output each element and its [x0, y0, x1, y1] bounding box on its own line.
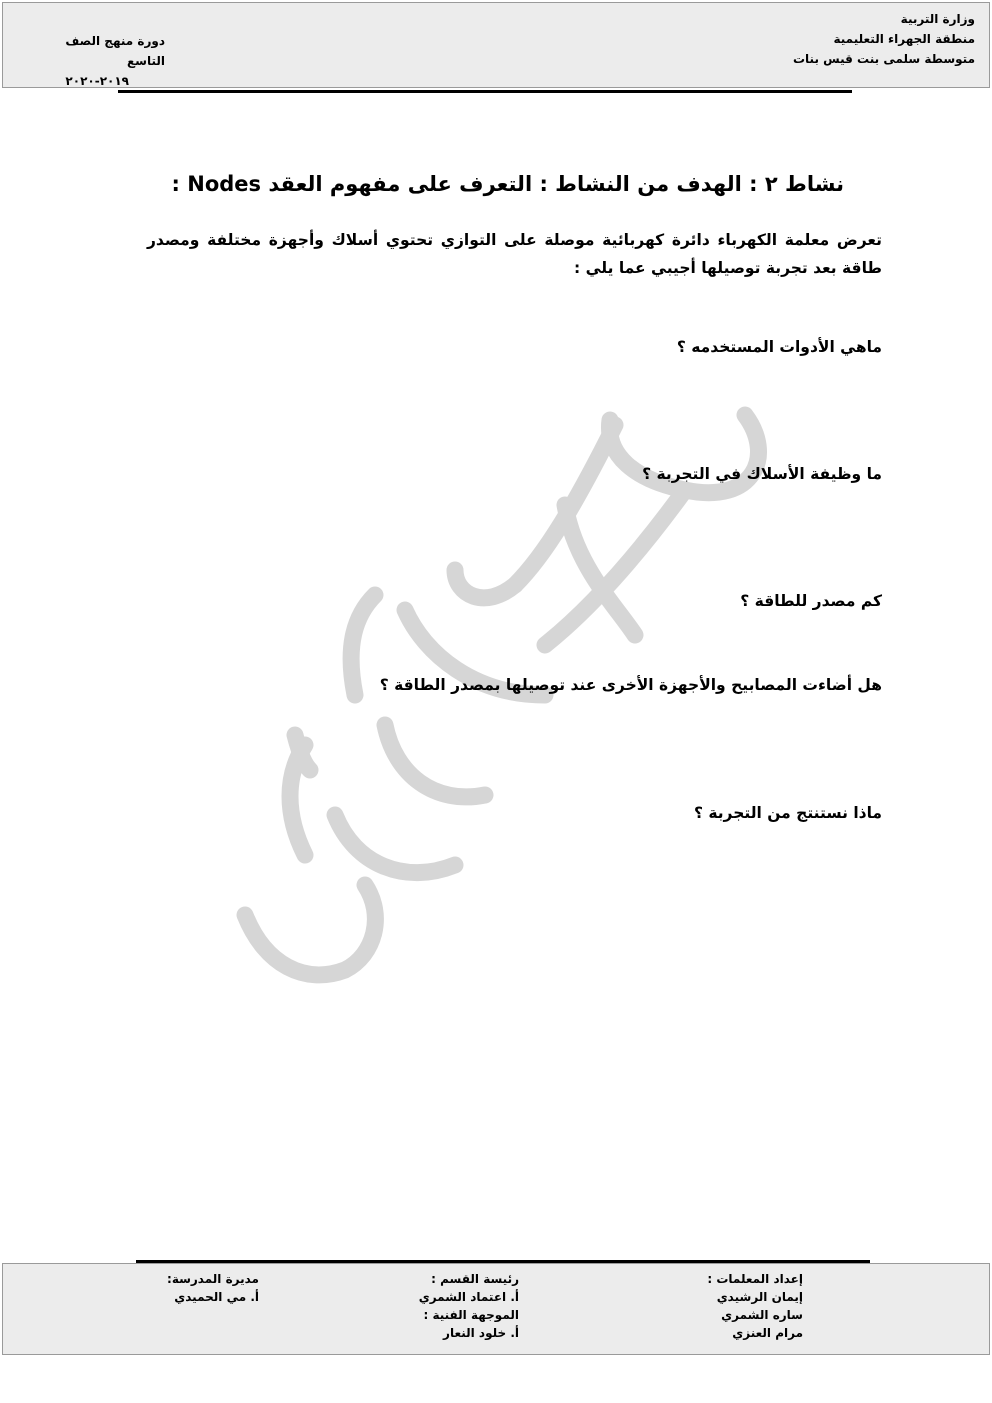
watermark-calligraphy — [215, 395, 795, 1005]
page-header — [2, 2, 990, 88]
prepared-label: إعداد المعلمات : — [707, 1272, 803, 1286]
supervisor-label: الموجهة الفنية : — [423, 1308, 519, 1322]
teacher-name: مرام العنزي — [732, 1326, 803, 1340]
course-name: دورة منهج الصف التاسع — [65, 34, 165, 68]
question-conclusion: ماذا نستنتج من التجربة ؟ — [693, 804, 882, 822]
header-course — [25, 31, 165, 91]
footer-principal — [167, 1270, 259, 1306]
school-name: متوسطة سلمى بنت قيس بنات — [792, 52, 975, 66]
activity-intro: تعرض معلمة الكهرباء دائرة كهربائية موصلة على التوازي تحتوي أسلاك وأجهزة مختلفة ومصدر طاقة بعد تجربة توصيلها أجيبي عما يلي : — [147, 231, 882, 277]
header-divider — [118, 90, 852, 93]
academic-year: ٢٠١٩-٢٠٢٠ — [65, 74, 129, 88]
head-label: رئيسة القسم : — [431, 1272, 519, 1286]
teacher-name: ساره الشمري — [721, 1308, 803, 1322]
ministry-name: وزارة التربية — [900, 12, 975, 26]
footer-department — [419, 1270, 519, 1342]
page-footer — [2, 1263, 990, 1355]
head-name: أ. اعتماد الشمري — [418, 1290, 519, 1304]
question-tools: ماهي الأدوات المستخدمه ؟ — [676, 338, 882, 356]
supervisor-name: أ. خلود النعار — [443, 1326, 519, 1340]
teacher-name: إيمان الرشيدي — [716, 1290, 803, 1304]
header-institution — [793, 9, 975, 69]
footer-teachers — [707, 1270, 803, 1342]
activity-title: نشاط ٢ : الهدف من النشاط : التعرف على مفهوم العقد Nodes : — [171, 172, 844, 196]
principal-name: أ. مي الحميدي — [174, 1290, 259, 1304]
question-power-sources: كم مصدر للطاقة ؟ — [740, 592, 882, 610]
question-lamps: هل أضاءت المصابيح والأجهزة الأخرى عند توصيلها بمصدر الطاقة ؟ — [379, 676, 882, 694]
question-wires: ما وظيفة الأسلاك في التجربة ؟ — [642, 465, 882, 483]
district-name: منطقة الجهراء التعليمية — [833, 32, 975, 46]
principal-label: مديرة المدرسة: — [167, 1272, 259, 1286]
